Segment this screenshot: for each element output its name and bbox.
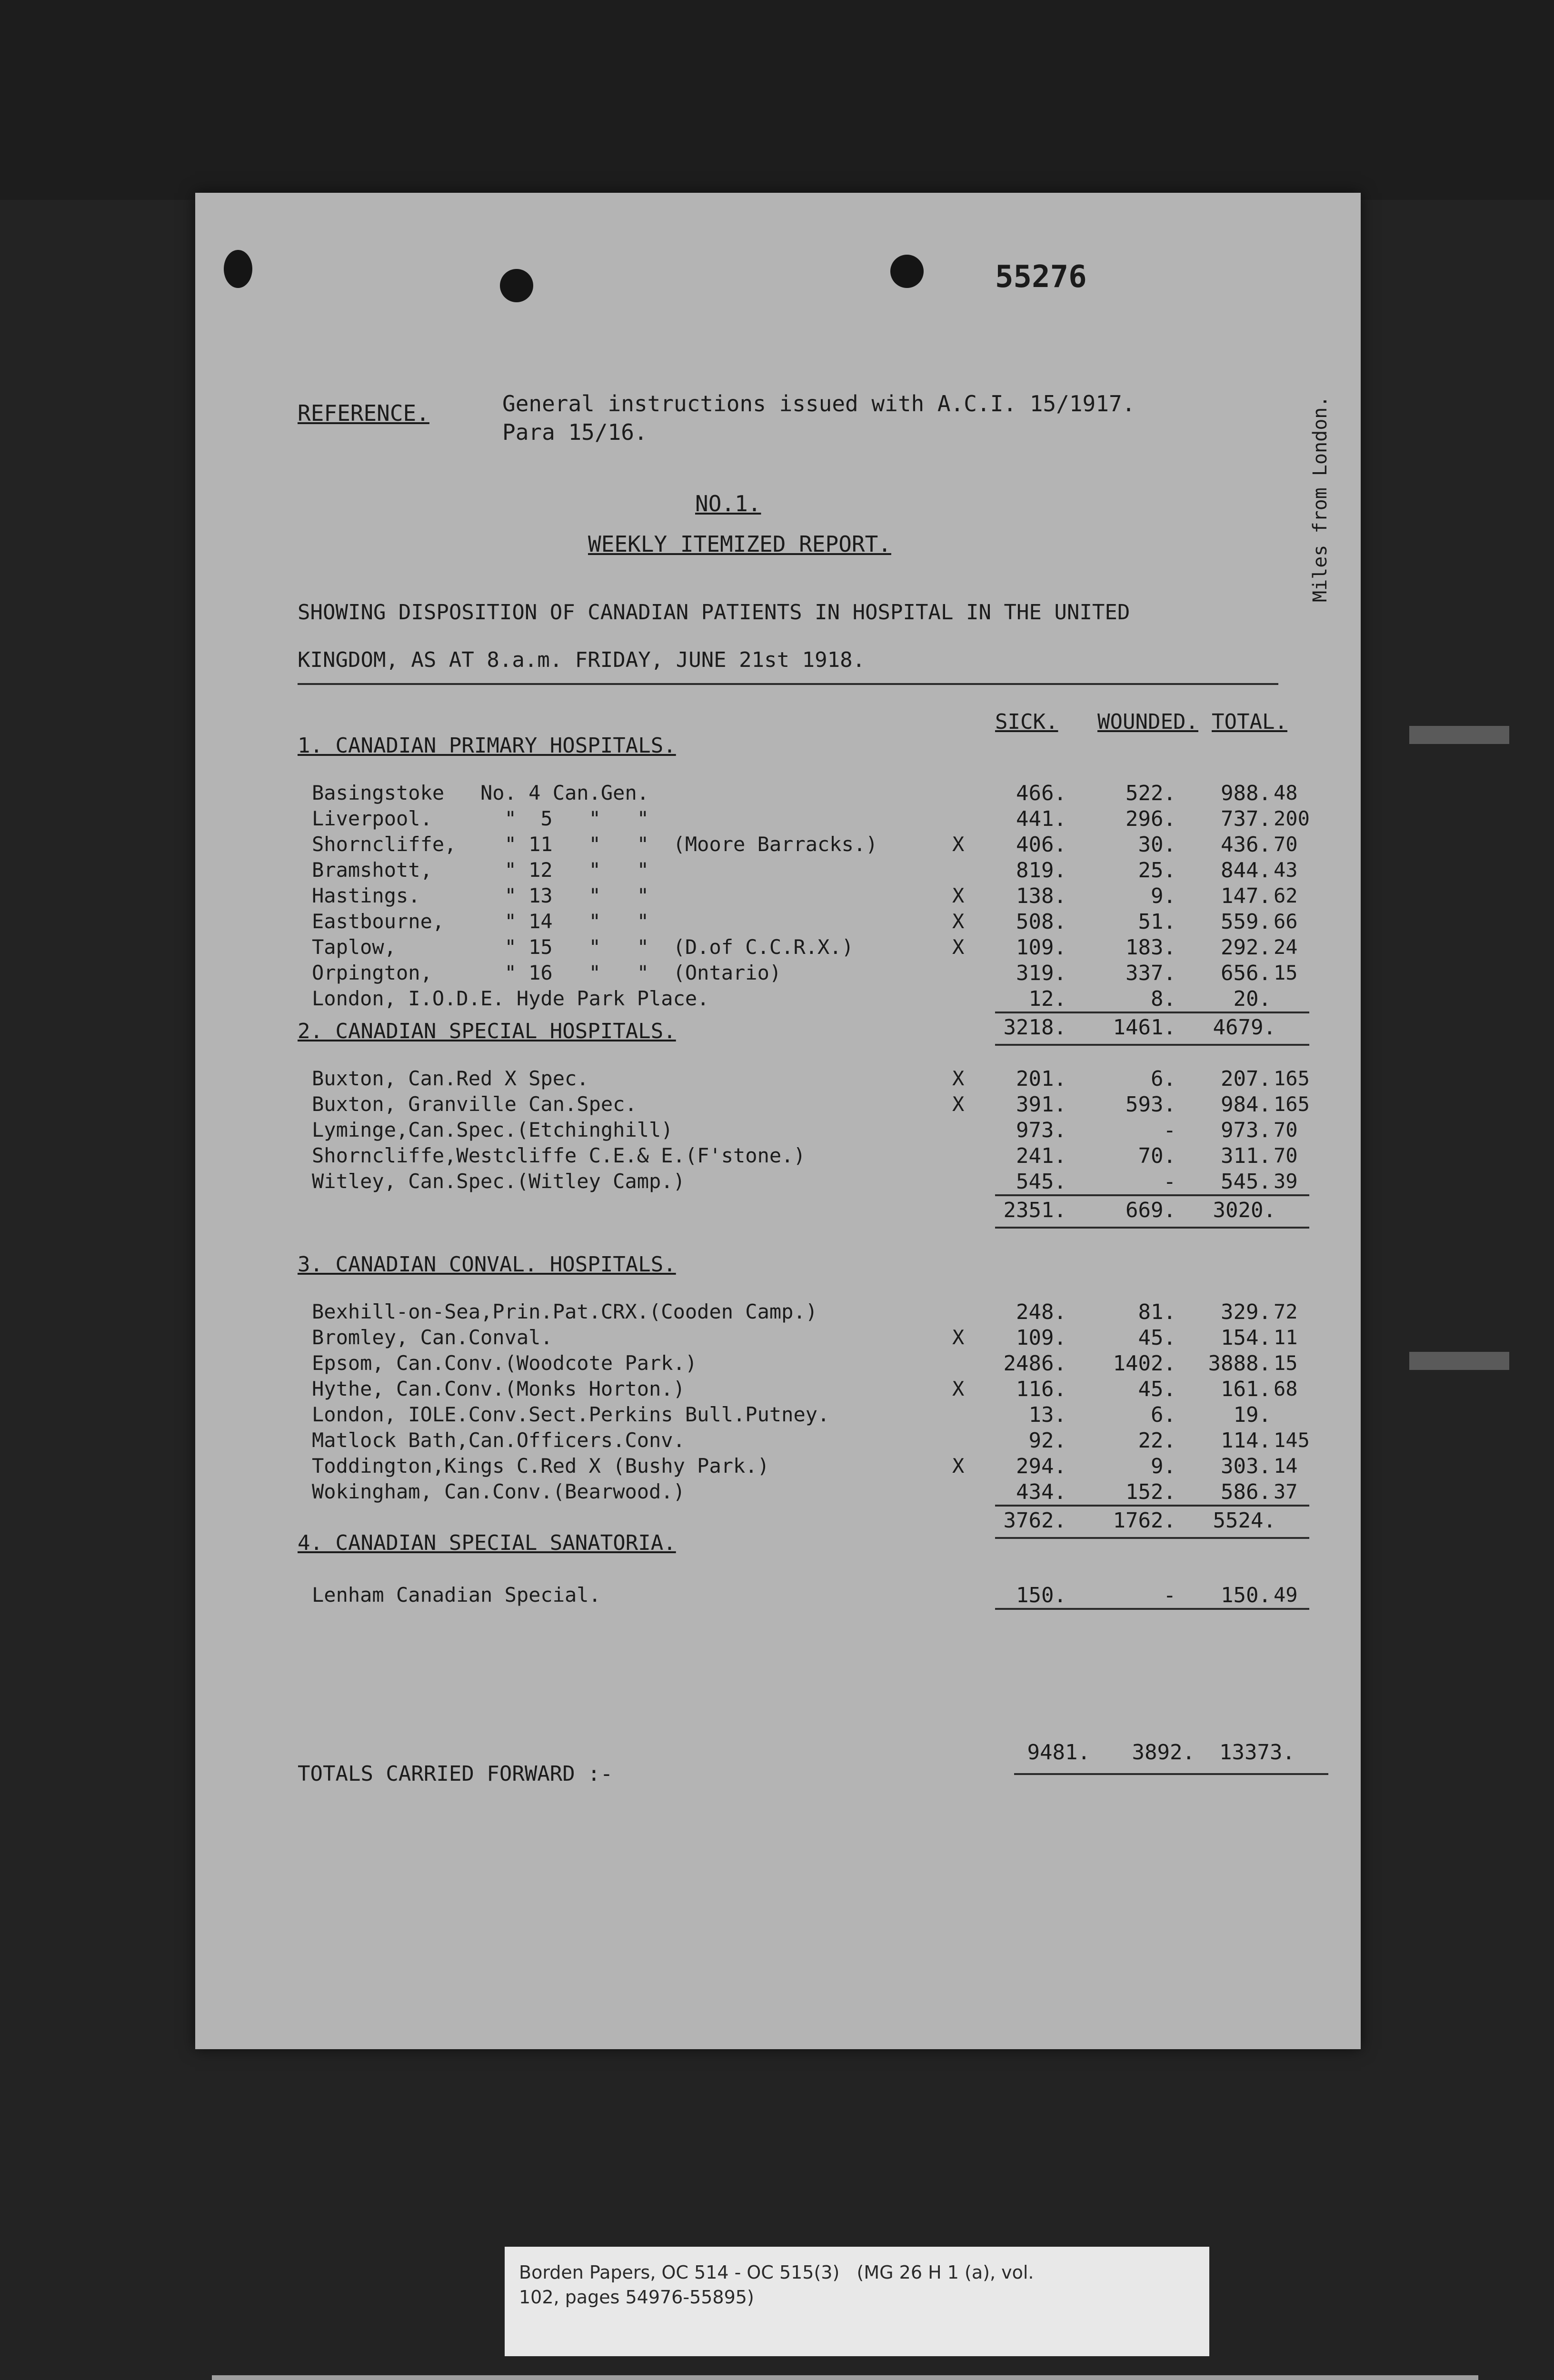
row-hospital-name: Toddington,Kings C.Red X (Bushy Park.) — [312, 1454, 769, 1478]
grand-total-label: TOTALS CARRIED FORWARD :- — [298, 1762, 613, 1786]
row-total: 20. — [1233, 987, 1271, 1011]
subtotal-rule — [995, 1012, 1309, 1013]
row-sick: 391. — [1016, 1092, 1066, 1117]
side-note: Miles from London. — [1309, 396, 1331, 602]
report-number: NO.1. — [695, 491, 761, 516]
row-sick: 973. — [1016, 1118, 1066, 1142]
archives-stamp — [212, 2375, 1478, 2380]
subtotal-rule — [995, 1227, 1309, 1229]
grand-total-total: 13373. — [1219, 1740, 1295, 1765]
row-total: 154. — [1221, 1326, 1271, 1350]
row-sick: 109. — [1016, 1326, 1066, 1350]
row-sick: 248. — [1016, 1300, 1066, 1324]
row-total: 973. — [1221, 1118, 1271, 1142]
column-header-wounded: WOUNDED. — [1097, 710, 1198, 734]
row-sick: 508. — [1016, 910, 1066, 934]
section-title: 3. CANADIAN CONVAL. HOSPITALS. — [298, 1252, 676, 1277]
row-hospital-name: Hythe, Can.Conv.(Monks Horton.) — [312, 1377, 685, 1400]
column-header-sick: SICK. — [995, 710, 1058, 734]
row-total: 737. — [1221, 807, 1271, 831]
row-wounded: 70. — [1138, 1144, 1176, 1168]
punch-hole — [890, 255, 924, 288]
row-x-mark: X — [952, 1092, 965, 1116]
document-number: 55276 — [995, 259, 1087, 295]
row-hospital-name: Buxton, Granville Can.Spec. — [312, 1092, 637, 1116]
subtotal-total: 3020. — [1213, 1198, 1276, 1222]
row-sick: 434. — [1016, 1480, 1066, 1504]
archive-label-line-2: 102, pages 54976-55895) — [519, 2287, 754, 2308]
row-wounded: 81. — [1138, 1300, 1176, 1324]
row-x-mark: X — [952, 1377, 965, 1400]
subtotal-sick: 3762. — [1003, 1508, 1066, 1533]
row-sick: 545. — [1016, 1170, 1066, 1194]
punch-hole — [224, 250, 252, 288]
subtotal-wounded: 669. — [1126, 1198, 1176, 1222]
row-x-mark: X — [952, 1067, 965, 1090]
row-total: 292. — [1221, 935, 1271, 960]
section-rule — [995, 1608, 1309, 1610]
row-hospital-name: Hastings. " 13 " " — [312, 884, 649, 907]
row-total: 114. — [1221, 1428, 1271, 1453]
row-x-mark: X — [952, 910, 965, 933]
row-total: 207. — [1221, 1067, 1271, 1091]
row-hospital-name: Orpington, " 16 " " (Ontario) — [312, 961, 782, 984]
row-miles: 15 — [1274, 961, 1298, 984]
row-wounded: 25. — [1138, 858, 1176, 883]
row-wounded: 9. — [1151, 1454, 1176, 1478]
subtotal-rule — [995, 1505, 1309, 1507]
reference-label: REFERENCE. — [298, 400, 429, 426]
row-wounded: 30. — [1138, 833, 1176, 857]
document-sheet — [195, 193, 1361, 2049]
row-total: 436. — [1221, 833, 1271, 857]
row-miles: 43 — [1274, 858, 1298, 882]
row-miles: 70 — [1274, 1118, 1298, 1141]
section-title: 1. CANADIAN PRIMARY HOSPITALS. — [298, 734, 676, 758]
row-hospital-name: Bromley, Can.Conval. — [312, 1326, 553, 1349]
row-wounded: 45. — [1138, 1326, 1176, 1350]
subtotal-rule — [995, 1537, 1309, 1539]
report-title: WEEKLY ITEMIZED REPORT. — [588, 531, 891, 557]
row-wounded: 6. — [1151, 1067, 1176, 1091]
row-total: 150. — [1221, 1583, 1271, 1607]
column-header-total: TOTAL. — [1212, 710, 1287, 734]
row-total: 988. — [1221, 781, 1271, 805]
row-hospital-name: Basingstoke No. 4 Can.Gen. — [312, 781, 649, 804]
reference-line-1: General instructions issued with A.C.I. 15/1917. — [502, 391, 1136, 416]
row-hospital-name: Bexhill-on-Sea,Prin.Pat.CRX.(Cooden Camp.) — [312, 1300, 818, 1323]
row-sick: 12. — [1028, 987, 1066, 1011]
row-total: 3888. — [1208, 1351, 1271, 1376]
row-sick: 2486. — [1003, 1351, 1066, 1376]
row-wounded: 8. — [1151, 987, 1176, 1011]
row-hospital-name: Wokingham, Can.Conv.(Bearwood.) — [312, 1480, 685, 1503]
row-total: 161. — [1221, 1377, 1271, 1401]
grand-total-sick: 9481. — [1027, 1740, 1090, 1765]
row-hospital-name: Witley, Can.Spec.(Witley Camp.) — [312, 1170, 685, 1193]
archive-label — [505, 2247, 1209, 2356]
row-sick: 241. — [1016, 1144, 1066, 1168]
row-hospital-name: London, I.O.D.E. Hyde Park Place. — [312, 987, 709, 1010]
row-wounded: 522. — [1126, 781, 1176, 805]
row-wounded: 593. — [1126, 1092, 1176, 1117]
grand-total-rule — [1014, 1773, 1328, 1775]
row-miles: 165 — [1274, 1092, 1310, 1116]
subtotal-rule — [995, 1194, 1309, 1196]
row-wounded: 152. — [1126, 1480, 1176, 1504]
row-sick: 819. — [1016, 858, 1066, 883]
row-sick: 201. — [1016, 1067, 1066, 1091]
row-hospital-name: Liverpool. " 5 " " — [312, 807, 649, 830]
row-miles: 70 — [1274, 833, 1298, 856]
row-miles: 49 — [1274, 1583, 1298, 1606]
row-miles: 48 — [1274, 781, 1298, 804]
row-sick: 92. — [1028, 1428, 1066, 1453]
row-miles: 145 — [1274, 1428, 1310, 1452]
row-hospital-name: Buxton, Can.Red X Spec. — [312, 1067, 589, 1090]
film-border-top — [0, 0, 1554, 200]
reference-line-2: Para 15/16. — [502, 419, 648, 445]
row-total: 303. — [1221, 1454, 1271, 1478]
row-wounded: 6. — [1151, 1403, 1176, 1427]
subtotal-wounded: 1762. — [1113, 1508, 1176, 1533]
row-wounded: - — [1163, 1583, 1176, 1607]
row-hospital-name: Shorncliffe, " 11 " " (Moore Barracks.) — [312, 833, 878, 856]
row-total: 147. — [1221, 884, 1271, 908]
row-miles: 200 — [1274, 807, 1310, 830]
row-hospital-name: Epsom, Can.Conv.(Woodcote Park.) — [312, 1351, 697, 1375]
row-miles: 14 — [1274, 1454, 1298, 1478]
film-strip-mark — [1409, 1352, 1509, 1370]
row-miles: 11 — [1274, 1326, 1298, 1349]
row-total: 844. — [1221, 858, 1271, 883]
row-x-mark: X — [952, 884, 965, 907]
subtotal-wounded: 1461. — [1113, 1015, 1176, 1040]
row-hospital-name: Matlock Bath,Can.Officers.Conv. — [312, 1428, 685, 1452]
row-x-mark: X — [952, 1326, 965, 1349]
grand-total-wounded: 3892. — [1132, 1740, 1195, 1765]
row-miles: 68 — [1274, 1377, 1298, 1400]
row-total: 984. — [1221, 1092, 1271, 1117]
row-total: 545. — [1221, 1170, 1271, 1194]
heading-line-1: SHOWING DISPOSITION OF CANADIAN PATIENTS IN HOSPITAL IN THE UNITED — [298, 600, 1130, 625]
row-wounded: 1402. — [1113, 1351, 1176, 1376]
row-wounded: 337. — [1126, 961, 1176, 985]
row-sick: 138. — [1016, 884, 1066, 908]
row-wounded: - — [1163, 1118, 1176, 1142]
row-hospital-name: Eastbourne, " 14 " " — [312, 910, 649, 933]
row-sick: 319. — [1016, 961, 1066, 985]
row-wounded: - — [1163, 1170, 1176, 1194]
subtotal-total: 5524. — [1213, 1508, 1276, 1533]
punch-hole — [500, 269, 533, 302]
row-hospital-name: Lyminge,Can.Spec.(Etchinghill) — [312, 1118, 673, 1141]
row-miles: 39 — [1274, 1170, 1298, 1193]
row-sick: 150. — [1016, 1583, 1066, 1607]
row-miles: 37 — [1274, 1480, 1298, 1503]
row-miles: 62 — [1274, 884, 1298, 907]
row-total: 656. — [1221, 961, 1271, 985]
row-sick: 13. — [1028, 1403, 1066, 1427]
film-strip-mark — [1409, 726, 1509, 744]
row-x-mark: X — [952, 935, 965, 959]
row-hospital-name: Bramshott, " 12 " " — [312, 858, 649, 882]
row-sick: 466. — [1016, 781, 1066, 805]
row-miles: 165 — [1274, 1067, 1310, 1090]
row-total: 19. — [1233, 1403, 1271, 1427]
row-wounded: 9. — [1151, 884, 1176, 908]
row-hospital-name: London, IOLE.Conv.Sect.Perkins Bull.Putney. — [312, 1403, 830, 1426]
archive-label-line-1: Borden Papers, OC 514 - OC 515(3) (MG 26 H 1 (a), vol. — [519, 2262, 1034, 2283]
row-sick: 441. — [1016, 807, 1066, 831]
subtotal-rule — [995, 1044, 1309, 1046]
row-total: 329. — [1221, 1300, 1271, 1324]
row-miles: 72 — [1274, 1300, 1298, 1323]
row-x-mark: X — [952, 833, 965, 856]
section-title: 4. CANADIAN SPECIAL SANATORIA. — [298, 1531, 676, 1555]
row-sick: 116. — [1016, 1377, 1066, 1401]
row-wounded: 296. — [1126, 807, 1176, 831]
subtotal-sick: 2351. — [1003, 1198, 1066, 1222]
row-total: 559. — [1221, 910, 1271, 934]
row-sick: 294. — [1016, 1454, 1066, 1478]
row-miles: 24 — [1274, 935, 1298, 959]
row-wounded: 45. — [1138, 1377, 1176, 1401]
row-wounded: 51. — [1138, 910, 1176, 934]
row-total: 311. — [1221, 1144, 1271, 1168]
row-miles: 70 — [1274, 1144, 1298, 1167]
row-wounded: 183. — [1126, 935, 1176, 960]
section-title: 2. CANADIAN SPECIAL HOSPITALS. — [298, 1019, 676, 1043]
row-sick: 406. — [1016, 833, 1066, 857]
row-miles: 15 — [1274, 1351, 1298, 1375]
row-sick: 109. — [1016, 935, 1066, 960]
heading-rule — [298, 683, 1278, 685]
row-x-mark: X — [952, 1454, 965, 1478]
row-miles: 66 — [1274, 910, 1298, 933]
row-wounded: 22. — [1138, 1428, 1176, 1453]
row-hospital-name: Taplow, " 15 " " (D.of C.C.R.X.) — [312, 935, 854, 959]
row-hospital-name: Shorncliffe,Westcliffe C.E.& E.(F'stone.) — [312, 1144, 806, 1167]
subtotal-total: 4679. — [1213, 1015, 1276, 1040]
row-hospital-name: Lenham Canadian Special. — [312, 1583, 601, 1606]
heading-line-2: KINGDOM, AS AT 8.a.m. FRIDAY, JUNE 21st 1918. — [298, 648, 866, 672]
row-total: 586. — [1221, 1480, 1271, 1504]
subtotal-sick: 3218. — [1003, 1015, 1066, 1040]
